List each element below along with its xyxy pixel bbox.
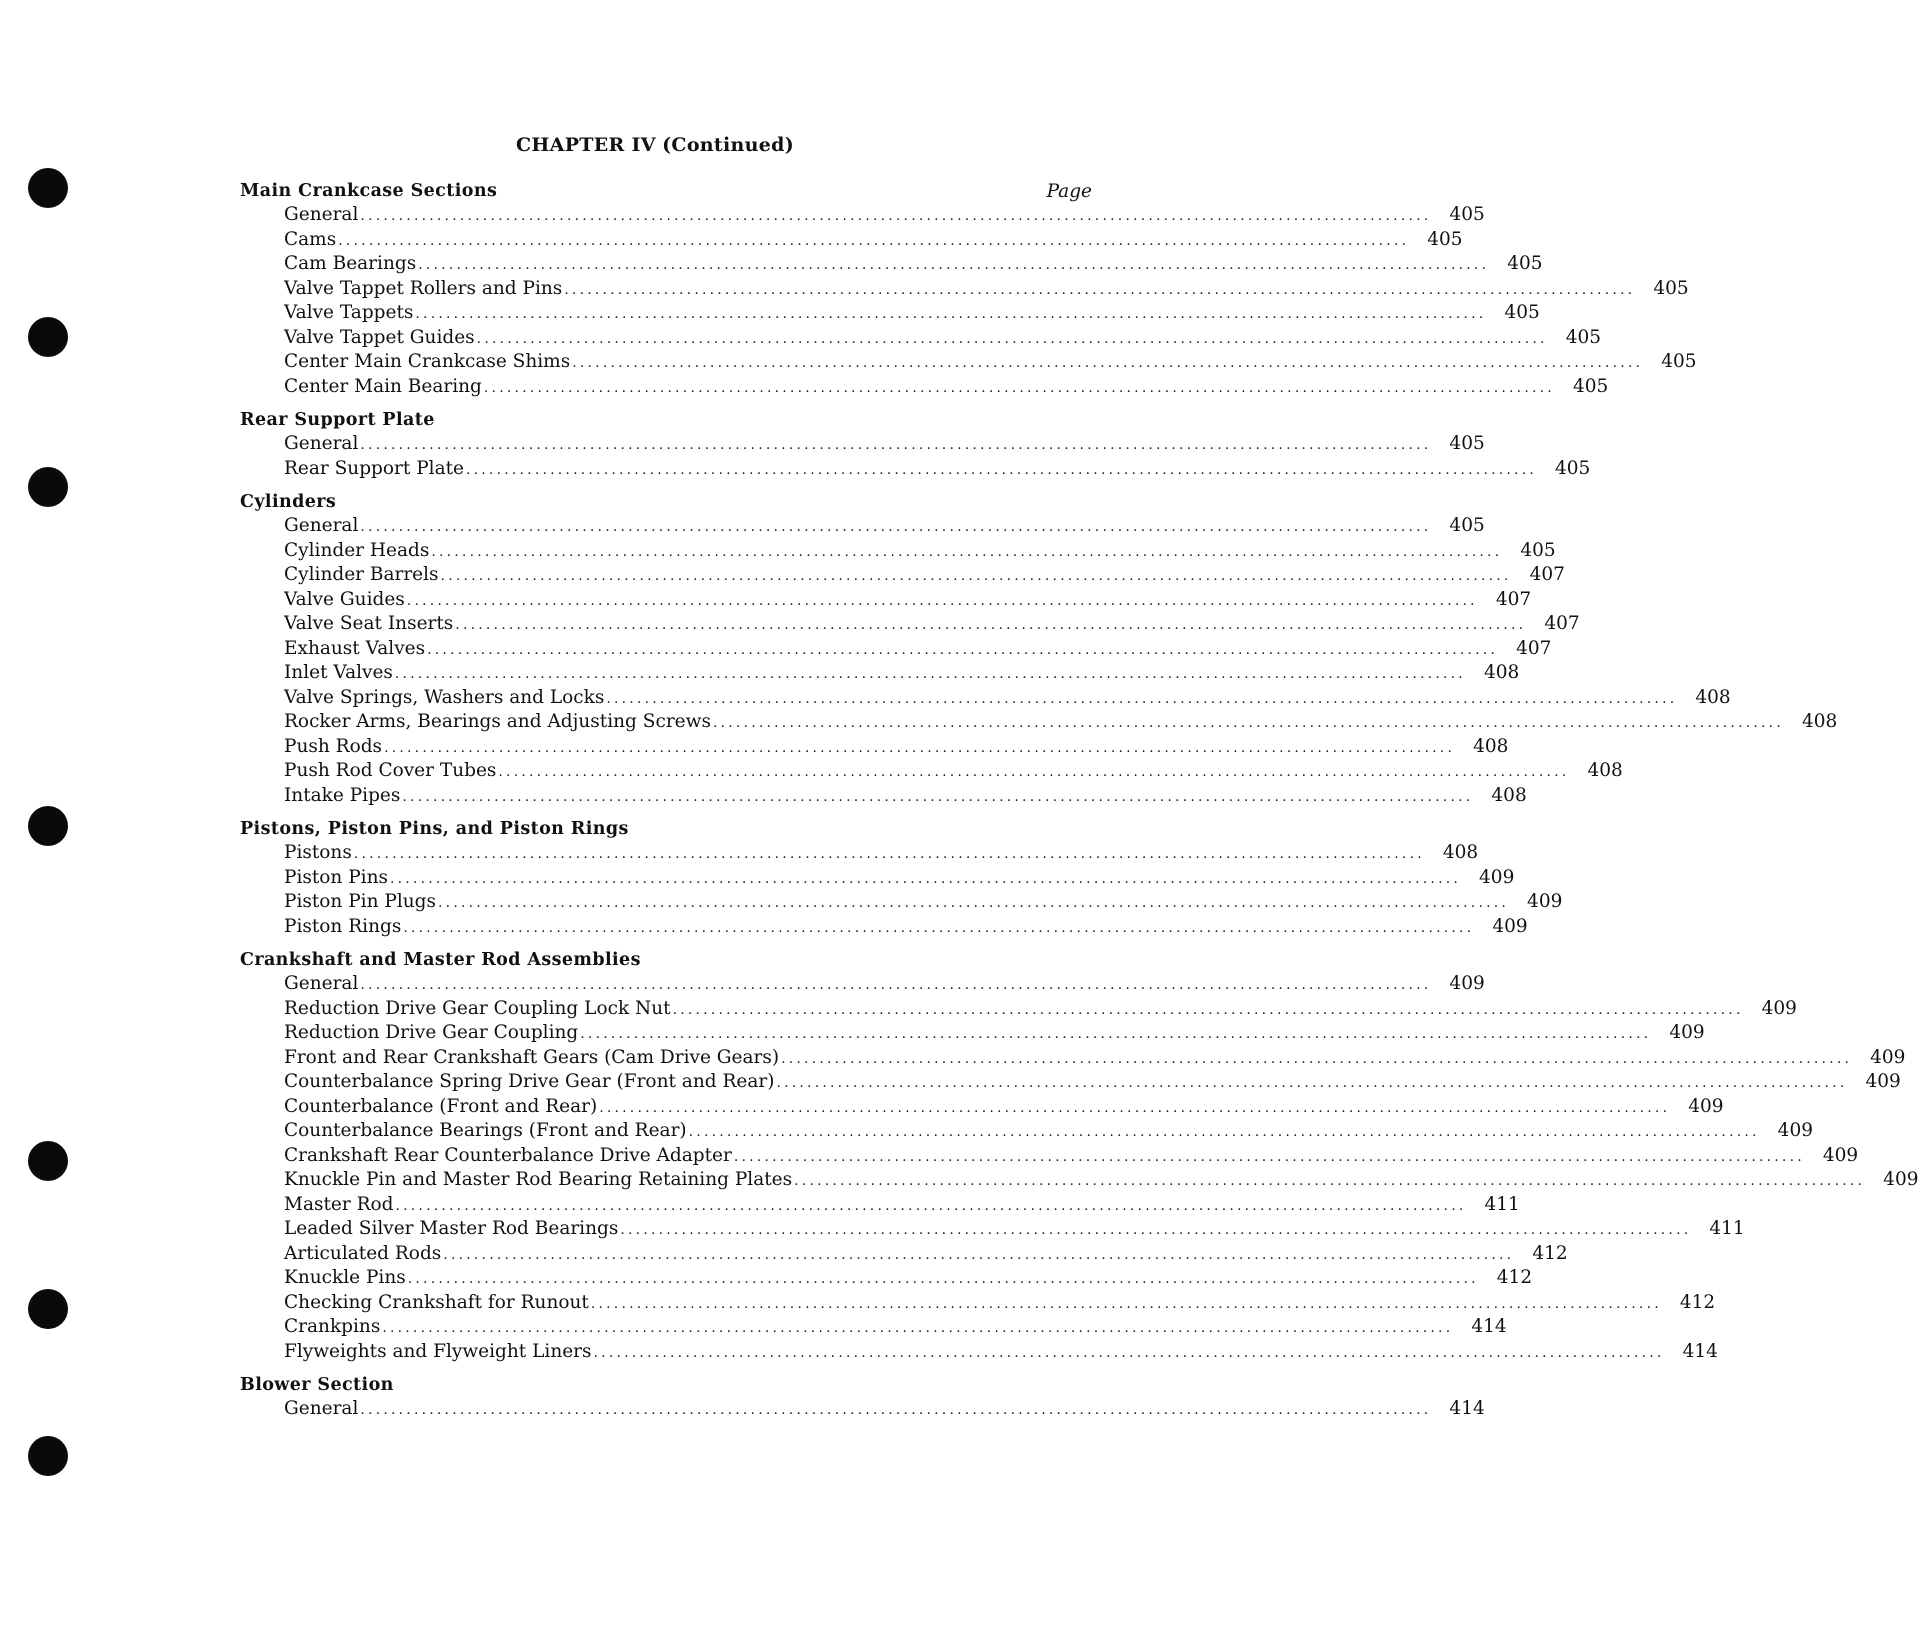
dot-leader: ............................................................................................................................................ [590,1295,1662,1312]
toc-entry [240,375,1609,400]
toc-entry-page: 409 [1669,1022,1705,1043]
dot-leader: ............................................................................................................................................ [431,543,1503,560]
toc-entry [240,1217,1745,1242]
toc-entry [240,326,1602,351]
toc-entry-title: Counterbalance Bearings (Front and Rear) [284,1120,687,1141]
dot-leader: ............................................................................................................................................ [353,846,1425,862]
toc-entry [240,686,1731,711]
toc-entry-page: 409 [1761,997,1797,1019]
toc-entry-page: 407 [1529,564,1565,585]
toc-entry [240,841,1479,866]
dot-leader: ............................................................................................................................................ [360,977,1432,993]
section-gap [240,939,1092,949]
toc-entry [240,252,1543,277]
binder-hole [28,168,68,208]
toc-entry-title: Piston Pin Plugs [284,891,437,912]
section-title: Blower Section [240,1375,394,1395]
toc-entry-page: 408 [1801,711,1838,732]
toc-entry-title: Inlet Valves [284,662,393,683]
chapter-heading [0,134,1310,156]
toc-entry [240,1266,1533,1291]
dot-leader: ............................................................................................................................................ [440,568,1512,584]
toc-entry-page: 409 [1492,915,1528,937]
toc-entry-page: 411 [1709,1218,1745,1239]
toc-entry [240,710,1838,735]
toc-entry [240,1144,1859,1169]
toc-entry-title: Flyweights and Flyweight Liners [284,1340,592,1362]
toc-entry-title: Rear Support Plate [284,457,464,479]
toc-entry-page: 405 [1449,433,1485,454]
section-heading [240,409,1092,432]
section-heading [240,180,1092,203]
toc-entry-title: Piston Rings [284,915,402,937]
toc-entry-page: 408 [1483,662,1520,683]
toc-entry-page: 407 [1516,637,1552,659]
toc-entry-page: 414 [1449,1398,1485,1419]
toc-entry [240,735,1509,760]
toc-entry-title: Knuckle Pin and Master Rod Bearing Retaining Plates [284,1169,793,1190]
toc-entry-page: 414 [1682,1340,1718,1362]
toc-entry-title: Reduction Drive Gear Coupling [284,1022,579,1043]
toc-entry-title: Master Rod [284,1193,394,1215]
toc-entry-title: Checking Crankshaft for Runout [284,1291,589,1313]
toc-entry-page: 409 [1883,1169,1918,1190]
section-heading [240,491,1092,514]
dot-leader: ............................................................................................................................................ [360,1402,1432,1418]
toc-entry-title: Exhaust Valves [284,637,426,659]
dot-leader: ............................................................................................................................................ [382,1320,1454,1336]
section-gap [240,808,1092,818]
toc-entry-title: Valve Tappets [284,302,414,323]
toc-entry-title: Push Rods [284,735,383,757]
toc-entry-page: 414 [1471,1316,1507,1337]
binder-hole [28,317,68,357]
toc-entry-title: Intake Pipes [284,784,401,806]
toc-entry-title: Crankshaft Rear Counterbalance Drive Adapter [284,1144,732,1166]
toc-entry [240,661,1520,686]
toc-entry [240,866,1515,891]
dot-leader: ............................................................................................................................................ [407,1271,1479,1287]
toc-entry [240,1193,1520,1218]
toc-entry-title: Rocker Arms, Bearings and Adjusting Screws [284,711,711,732]
toc-entry-page: 412 [1532,1242,1568,1264]
section-title: Rear Support Plate [240,410,435,430]
toc-entry-title: Valve Seat Inserts [284,613,454,634]
dot-leader: ............................................................................................................................................ [606,690,1678,707]
dot-leader: ............................................................................................................................................ [688,1124,1760,1140]
section-title: Crankshaft and Master Rod Assemblies [240,950,641,970]
dot-leader: ............................................................................................................................................ [390,870,1462,887]
toc-entry [240,1095,1724,1120]
toc-entry-page: 405 [1504,302,1540,323]
toc-entry [240,1046,1906,1071]
dot-leader: ............................................................................................................................................ [455,617,1527,633]
dot-leader: ............................................................................................................................................ [402,788,1474,805]
toc-entry-title: Knuckle Pins [284,1267,406,1288]
dot-leader: ............................................................................................................................................ [672,1001,1744,1018]
toc-entry [240,915,1528,940]
toc-entry-page: 405 [1520,539,1556,561]
toc-entry-page: 409 [1777,1120,1813,1141]
toc-entry [240,203,1485,228]
section-title: Cylinders [240,492,337,512]
section-gap [240,481,1092,491]
toc-entry [240,972,1485,997]
toc-entry-title: General [284,973,359,994]
toc-entry [240,1242,1568,1267]
section-heading [240,1374,1092,1397]
toc-entry-title: Valve Tappet Guides [284,326,475,348]
toc-entry [240,612,1580,637]
dot-leader: ............................................................................................................................................ [418,257,1490,273]
toc-entry-title: Cylinder Heads [284,539,430,561]
dot-leader: ............................................................................................................................................ [580,1026,1652,1042]
section-title: Main Crankcase Sections [240,181,498,201]
toc-entry-page: 408 [1491,784,1527,806]
toc-entry-title: General [284,515,359,536]
toc-entry [240,784,1527,809]
toc-entry-title: General [284,433,359,454]
dot-leader: ............................................................................................................................................ [465,461,1538,478]
dot-leader: ............................................................................................................................................ [712,715,1784,731]
dot-leader: ............................................................................................................................................ [593,1344,1665,1361]
dot-leader: ............................................................................................................................................ [572,355,1644,371]
toc-entry [240,1397,1485,1422]
toc-entry-page: 405 [1449,204,1485,225]
toc-entry-page: 405 [1565,326,1602,348]
dot-leader: ............................................................................................................................................ [733,1148,1805,1165]
toc-entry-title: Center Main Crankcase Shims [284,351,571,372]
toc-entry-page: 405 [1555,457,1591,479]
chapter-title: CHAPTER IV [516,134,656,156]
section-title: Pistons, Piston Pins, and Piston Rings [240,819,629,839]
toc-entry-page: 408 [1587,760,1623,781]
toc-entry-page: 411 [1484,1193,1520,1215]
toc-entry [240,539,1556,564]
toc-entry-page: 412 [1679,1291,1716,1313]
dot-leader: ............................................................................................................................................ [384,739,1456,756]
toc-entry [240,1021,1705,1046]
dot-leader: ............................................................................................................................................ [338,232,1410,249]
toc-entry-title: Reduction Drive Gear Coupling Lock Nut [284,997,671,1019]
toc-entry-title: Center Main Bearing [284,375,482,397]
toc-entry [240,1119,1813,1144]
toc-entry [240,637,1552,662]
toc-entry-title: Piston Pins [284,866,388,888]
binder-hole [28,1141,68,1181]
chapter-suffix: (Continued) [662,134,794,156]
toc-entry-page: 409 [1822,1144,1859,1166]
dot-leader: ............................................................................................................................................ [415,306,1487,322]
toc-entry-title: Push Rod Cover Tubes [284,760,497,781]
dot-leader: ............................................................................................................................................ [564,281,1636,298]
dot-leader: ............................................................................................................................................ [438,895,1510,911]
dot-leader: ............................................................................................................................................ [360,437,1432,453]
section-gap [240,1364,1092,1374]
toc-entry-page: 409 [1479,866,1515,888]
dot-leader: ............................................................................................................................................ [427,641,1499,658]
dot-leader: ............................................................................................................................................ [498,764,1570,780]
toc-entry-title: Front and Rear Crankshaft Gears (Cam Drive Gears) [284,1046,780,1068]
toc-entry-page: 408 [1695,686,1731,708]
dot-leader: ............................................................................................................................................ [781,1050,1853,1067]
toc-entry-title: Valve Springs, Washers and Locks [284,686,605,708]
toc-entry [240,588,1532,613]
toc-entry-page: 407 [1495,588,1532,610]
dot-leader: ............................................................................................................................................ [794,1173,1866,1189]
toc-entry-title: Pistons [284,842,352,863]
table-of-contents [240,180,1918,1422]
toc-entry-title: Counterbalance (Front and Rear) [284,1095,598,1117]
toc-entry [240,228,1463,253]
section-heading [240,818,1092,841]
toc-entry [240,1291,1716,1316]
toc-entry-title: Cams [284,228,337,250]
dot-leader: ............................................................................................................................................ [476,330,1548,347]
toc-entry-page: 408 [1442,842,1479,863]
dot-leader: ............................................................................................................................................ [360,519,1432,535]
toc-entry-page: 407 [1544,613,1580,634]
toc-entry-title: Cylinder Barrels [284,564,439,585]
dot-leader: ............................................................................................................................................ [599,1099,1671,1116]
toc-entry-page: 405 [1572,375,1609,397]
toc-entry [240,301,1540,326]
section-gap [240,399,1092,409]
binder-hole [28,806,68,846]
toc-entry-page: 409 [1449,973,1485,994]
toc-entry-title: Counterbalance Spring Drive Gear (Front and Rear) [284,1071,775,1092]
toc-entry-title: Cam Bearings [284,253,417,274]
toc-entry [240,432,1485,457]
dot-leader: ............................................................................................................................................ [394,666,1466,682]
dot-leader: ............................................................................................................................................ [443,1246,1515,1263]
dot-leader: ............................................................................................................................................ [403,919,1475,936]
page-column-label: Page [1046,181,1092,202]
toc-entry-title: Crankpins [284,1316,381,1337]
toc-entry-title: General [284,1398,359,1419]
toc-entry-page: 409 [1688,1095,1724,1117]
toc-entry [240,1168,1918,1193]
toc-entry-title: Valve Tappet Rollers and Pins [284,277,563,299]
toc-entry-page: 405 [1653,277,1689,299]
toc-entry [240,997,1797,1022]
toc-entry-page: 409 [1865,1071,1901,1092]
toc-entry-title: General [284,204,359,225]
dot-leader: ............................................................................................................................................ [776,1075,1848,1091]
toc-entry [240,350,1697,375]
toc-entry-page: 405 [1661,351,1697,372]
dot-leader: ............................................................................................................................................ [360,208,1432,224]
dot-leader: ............................................................................................................................................ [406,592,1478,609]
toc-entry-page: 409 [1870,1046,1906,1068]
toc-entry-page: 405 [1507,253,1543,274]
toc-entry-title: Leaded Silver Master Rod Bearings [284,1218,619,1239]
toc-entry [240,277,1689,302]
toc-entry-title: Articulated Rods [284,1242,442,1264]
toc-entry-page: 409 [1527,891,1563,912]
toc-entry [240,457,1591,482]
dot-leader: ............................................................................................................................................ [620,1222,1692,1238]
toc-entry [240,1340,1718,1365]
toc-entry [240,514,1485,539]
toc-entry [240,890,1563,915]
binder-hole [28,1289,68,1329]
binder-hole [28,467,68,507]
dot-leader: ............................................................................................................................................ [483,379,1555,396]
dot-leader: ............................................................................................................................................ [395,1197,1467,1214]
toc-entry-title: Valve Guides [284,588,405,610]
toc-entry [240,563,1565,588]
toc-entry-page: 405 [1427,228,1463,250]
toc-entry [240,1070,1901,1095]
toc-entry-page: 412 [1496,1267,1533,1288]
toc-entry [240,759,1623,784]
toc-entry-page: 408 [1473,735,1509,757]
toc-entry [240,1315,1507,1340]
section-heading [240,949,1092,972]
toc-entry-page: 405 [1449,515,1485,536]
binder-hole [28,1436,68,1476]
